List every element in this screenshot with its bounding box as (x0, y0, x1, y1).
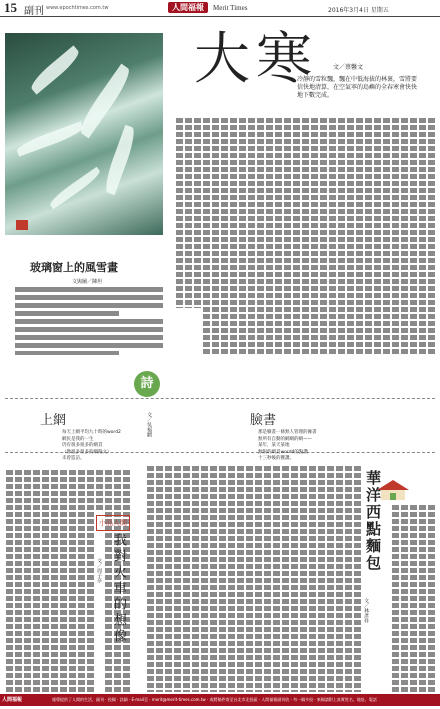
story-right-author: 文／林彥祥 (363, 598, 369, 623)
main-story-author: 文／蔡馨文 (333, 64, 364, 71)
poem2-title: 臉書 (250, 413, 277, 428)
photo-story-body (15, 287, 163, 355)
brand-english: Merit Times (213, 4, 248, 12)
section-label: 副刊 (24, 6, 44, 17)
photo-story-title: 玻璃窗上的風雪畫 (30, 261, 118, 274)
frost-window-photo (5, 33, 163, 235)
story-center-body (140, 466, 362, 692)
photo-tag (16, 220, 28, 230)
story-left-author: 文／周子亭 (96, 558, 102, 583)
poem1-body: 每天上網平均九十時的word2 網民是我的一生 仍有很多很多的網頁 （像很多很多的網路文） 未曾造訪。 (62, 430, 121, 461)
page-number: 15 (4, 0, 17, 15)
poem2-body: 那是臉書一條無人管理的擁書 無所有自動的網網的網—— 某年，某天某地 無限的網頁word4的點讚 十三秒後的獲讚。 (258, 430, 317, 461)
footer-text: 報導提供了人間的生活、副刊 · 投稿 · 詳細 · E-mail至 · merit@merit-times.com.tw · 或將稿件寄至台北市北投區 · 人間福報副刊收 · 勿一稿多投 · 來稿請附上真實姓名、地址、電話 (52, 697, 377, 702)
story-right-body (385, 505, 435, 692)
header-date: 2016年3月4日 星期五 (328, 7, 389, 14)
brand-logo: 人間福報 (168, 2, 208, 13)
header-url: www.epochtimes.com.tw (46, 5, 109, 11)
poem-badge: 詩 (134, 371, 160, 397)
photo-story-author: 文與圖／陳坦 (72, 279, 103, 285)
main-story-intro: 冷靜的雪粒飄，飄在中低海拔的林裏，雪將要信快地清算，在空氣寧的島嶼的全春寒會快快地下數完成。 (297, 76, 418, 99)
poem1-title: 上網 (40, 413, 67, 428)
main-story-body-upper (170, 118, 435, 356)
main-story-title: 大寒 (194, 29, 318, 91)
story-left-title: 我對火車的想像 (111, 533, 126, 645)
story-right-title: 華洋西點麵包 (364, 470, 382, 572)
footer-label: 人間福報 (2, 697, 23, 703)
story-left-label: 小品人間 (96, 515, 130, 531)
poem-author: 文／吳福麒 (146, 412, 152, 437)
